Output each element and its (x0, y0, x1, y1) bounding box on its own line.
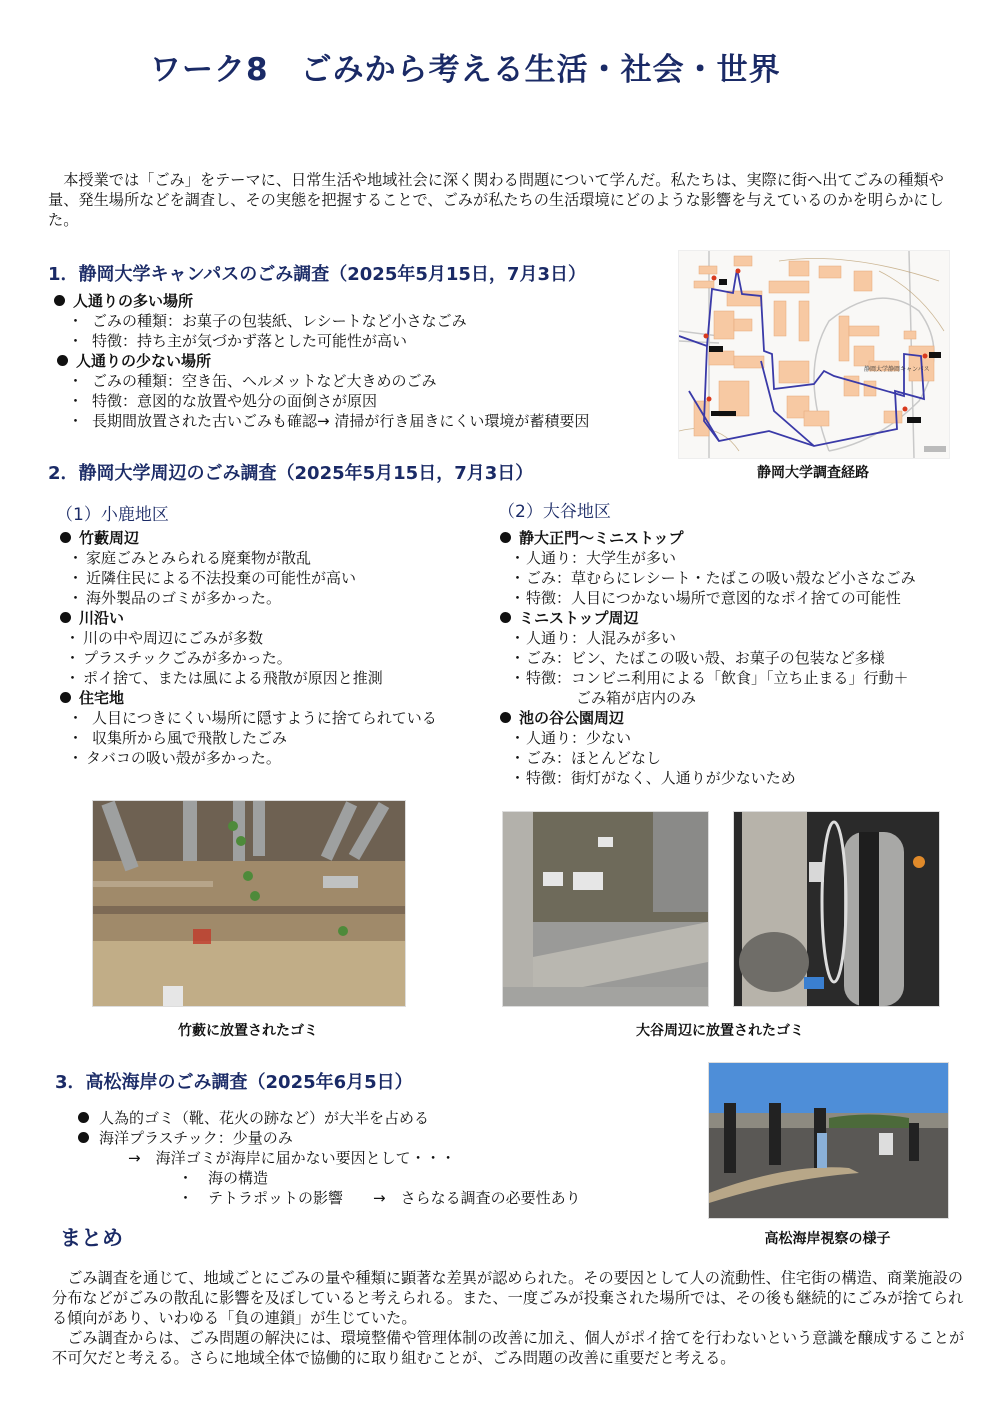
list-item: ・ 海外製品のゴミが多かった。 (68, 589, 282, 607)
list-item: ・ 長期間放置された古いごみも確認→ 清掃が行き届きにくい環境が蓄積要因 (68, 412, 590, 430)
bullet-icon (57, 355, 68, 366)
list-item: ・ ポイ捨て、または風による飛散が原因と推測 (65, 669, 383, 687)
list-item: ・人通り：人混みが多い (510, 629, 677, 647)
summary-paragraph: ごみ調査を通じて、地域ごとにごみの量や種類に顕著な差異が認められた。その要因として人の流動性、住宅街の構造、商業施設の分布などがごみの散乱に影響を及ぼしていると考えられる。また、一度ごみが投棄された場所では、その後も継続的にごみが捨てられる傾向があり、いわゆる「負の連鎖」が生じていた。 (52, 1269, 964, 1327)
summary-paragraph: ごみ調査からは、ごみ問題の解決には、環境整備や管理体制の改善に加え、個人がポイ捨てを行わないという意識を醸成することが不可欠だと考える。さらに地域全体で協働的に取り組むことが、ごみ問題の改善に重要だと考える。 (52, 1329, 965, 1367)
arrow-line: → 海洋ゴミが海岸に届かない要因として・・・ (128, 1149, 456, 1167)
bullet-icon (500, 712, 511, 723)
list-item: ・ 特徴：持ち主が気づかず落とした可能性が高い (68, 332, 408, 350)
bullet-icon (60, 692, 71, 703)
list-item: ・ 家庭ごみとみられる廃棄物が散乱 (68, 549, 312, 567)
group-heading: 住宅地 (60, 688, 437, 708)
bullet-icon (54, 295, 65, 306)
list-item: ・ 人目につきにくい場所に隠すように捨てられている (68, 709, 437, 727)
section3-list (78, 1108, 581, 1208)
section1-heading: 1．静岡大学キャンパスのごみ調査（2025年5月15日，7月3日） (48, 264, 586, 285)
bullet-icon (60, 612, 71, 623)
bamboo-grove-photo (92, 800, 406, 1007)
summary-heading: まとめ (60, 1226, 123, 1250)
area2-heading: （2）大谷地区 (498, 502, 611, 522)
list-item-continuation: ごみ箱が店内のみ (576, 689, 697, 707)
beach-inspection-image (709, 1063, 948, 1218)
group-heading: ミニストップ周辺 (500, 608, 916, 628)
sub-item: ・ 海の構造 (178, 1169, 269, 1187)
section3-heading: 3．高松海岸のごみ調査（2025年6月5日） (55, 1072, 413, 1093)
bullet-icon (500, 612, 511, 623)
map-caption: 静岡大学調査経路 (757, 465, 869, 481)
intro-text: 本授業では「ごみ」をテーマに、日常生活や地域社会に深く関わる問題について学んだ。私たちは、実際に街へ出てごみの種類や量、発生場所などを調査し、その実態を把握することで、ごみが私たちの生活環境にどのような影響を与えているのかを明らかにした。 (48, 171, 944, 229)
otani-photo-2 (733, 811, 940, 1007)
group-heading: 池の谷公園周辺 (500, 708, 916, 728)
svg-text:静岡大学静岡キャンパス: 静岡大学静岡キャンパス (864, 366, 930, 373)
list-item: ・ごみ：ほとんどなし (510, 749, 662, 767)
otani-photo-1 (502, 811, 709, 1007)
list-item: ・ごみ：ビン、たばこの吸い殻、お菓子の包装など多様 (510, 649, 885, 667)
list-item: ・ 川の中や周辺にごみが多数 (65, 629, 264, 647)
area1-heading: （1）小鹿地区 (56, 505, 169, 525)
section2-heading: 2．静岡大学周辺のごみ調査（2025年5月15日，7月3日） (48, 463, 534, 484)
page-title: ワーク8 ごみから考える生活・社会・世界 (150, 52, 781, 88)
bamboo-grove-image (93, 801, 405, 1006)
list-item: ・ 収集所から風で飛散したごみ (68, 729, 288, 747)
area2-list (500, 528, 916, 788)
list-item: ・ ごみの種類：空き缶、ヘルメットなど大きめのごみ (68, 372, 437, 390)
bicycle-trash-image (734, 812, 939, 1006)
bullet-icon (78, 1112, 89, 1123)
list-item: 海洋プラスチック：少量のみ (78, 1128, 581, 1148)
bullet-icon (500, 532, 511, 543)
list-item: ・人通り：少ない (510, 729, 632, 747)
list-item: ・ プラスチックごみが多かった。 (65, 649, 292, 667)
list-item: ・ 近隣住民による不法投棄の可能性が高い (68, 569, 357, 587)
list-item: 人為的ゴミ（靴、花火の跡など）が大半を占める (78, 1108, 581, 1128)
group-heading: 人通りの少ない場所 (54, 351, 589, 371)
sub-item: ・ テトラポットの影響 → さらなる調査の必要性あり (178, 1189, 581, 1207)
list-item: ・ ごみの種類：お菓子の包装紙、レシートなど小さなごみ (68, 312, 467, 330)
intro-paragraph (48, 170, 968, 230)
list-item: ・人通り：大学生が多い (510, 549, 677, 567)
list-item: ・特徴：街灯がなく、人通りが少ないため (510, 769, 796, 787)
beach-photo-caption: 高松海岸視察の様子 (764, 1231, 891, 1247)
beach-photo (708, 1062, 949, 1219)
list-item: ・ 特徴：意図的な放置や処分の面倒さが原因 (68, 392, 378, 410)
otani-photo-caption: 大谷周辺に放置されたゴミ (636, 1023, 804, 1039)
bullet-icon (60, 532, 71, 543)
gutter-trash-image (503, 812, 708, 1006)
section1-list (54, 291, 589, 431)
bamboo-photo-caption: 竹藪に放置されたゴミ (178, 1023, 318, 1039)
list-item: ・ごみ：草むらにレシート・たばこの吸い殻など小さなごみ (510, 569, 916, 587)
map-graphic (679, 251, 949, 458)
list-item: ・ タバコの吸い殻が多かった。 (68, 749, 281, 767)
group-heading: 川沿い (60, 608, 437, 628)
group-heading: 静大正門～ミニストップ (500, 528, 916, 548)
summary-body (52, 1268, 972, 1368)
list-item: ・特徴：コンビニ利用による「飲食」「立ち止まる」行動＋ (510, 669, 909, 687)
campus-route-map (678, 250, 950, 459)
bullet-icon (78, 1132, 89, 1143)
group-heading: 竹藪周辺 (60, 528, 437, 548)
list-item: ・特徴：人目につかない場所で意図的なポイ捨ての可能性 (510, 589, 901, 607)
area1-list (60, 528, 437, 768)
group-heading: 人通りの多い場所 (54, 291, 589, 311)
